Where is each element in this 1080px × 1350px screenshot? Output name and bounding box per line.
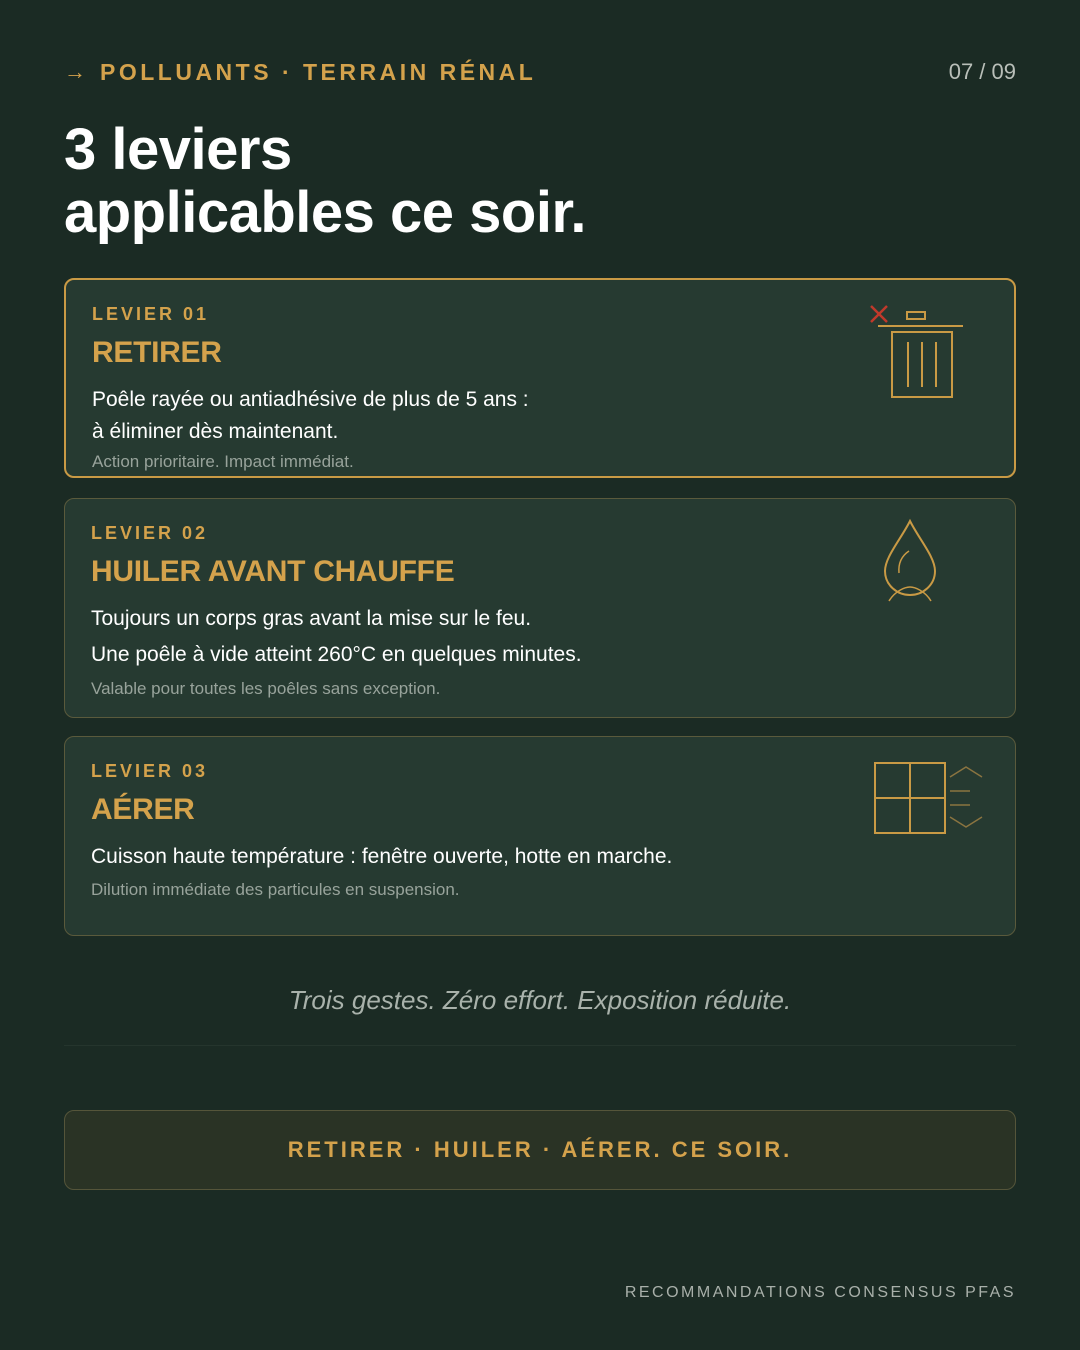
title-line-1: 3 leviers <box>64 117 292 182</box>
lever-card-aerer <box>64 736 1016 936</box>
lever-note: Action prioritaire. Impact immédiat. <box>92 452 354 471</box>
summary-banner <box>64 1110 1016 1190</box>
window-airflow-icon <box>870 757 990 843</box>
top-bar <box>64 58 1016 86</box>
trash-can-icon <box>866 302 966 402</box>
lever-label: LEVIER 03 <box>91 761 209 781</box>
lever-label: LEVIER 01 <box>92 304 210 324</box>
page-title <box>64 118 586 244</box>
lever-body <box>92 384 529 448</box>
lever-note: Dilution immédiate des particules en suspension. <box>91 880 460 899</box>
lever-body <box>91 601 582 673</box>
summary-text: RETIRER · HUILER · AÉRER. CE SOIR. <box>287 1137 793 1162</box>
oil-drop-icon <box>875 515 955 607</box>
lever-body-line: Une poêle à vide atteint 260°C en quelques minutes. <box>91 643 582 666</box>
divider <box>64 1045 1016 1046</box>
lever-card-huiler <box>64 498 1016 718</box>
lever-title: HUILER AVANT CHAUFFE <box>91 555 455 588</box>
lever-body <box>91 841 672 873</box>
lever-card-retirer <box>64 278 1016 478</box>
section-kicker <box>64 59 536 86</box>
lever-body-line: Poêle rayée ou antiadhésive de plus de 5 ans : <box>92 388 529 411</box>
lever-body-line: à éliminer dès maintenant. <box>92 420 339 443</box>
footer-source: RECOMMANDATIONS CONSENSUS PFAS <box>624 1284 1016 1301</box>
title-line-2: applicables ce soir. <box>64 180 586 245</box>
lever-body-line: Toujours un corps gras avant la mise sur le feu. <box>91 607 532 630</box>
lever-title: RETIRER <box>92 336 222 369</box>
lever-body-line: Cuisson haute température : fenêtre ouverte, hotte en marche. <box>91 845 673 868</box>
tagline: Trois gestes. Zéro effort. Exposition réduite. <box>288 985 792 1015</box>
arrow-right-icon: → <box>64 59 86 84</box>
lever-title: AÉRER <box>91 793 195 826</box>
lever-label: LEVIER 02 <box>91 523 209 543</box>
page-counter: 07 / 09 <box>948 59 1016 84</box>
kicker-text: POLLUANTS · TERRAIN RÉNAL <box>100 58 537 85</box>
lever-note: Valable pour toutes les poêles sans exception. <box>91 679 441 698</box>
